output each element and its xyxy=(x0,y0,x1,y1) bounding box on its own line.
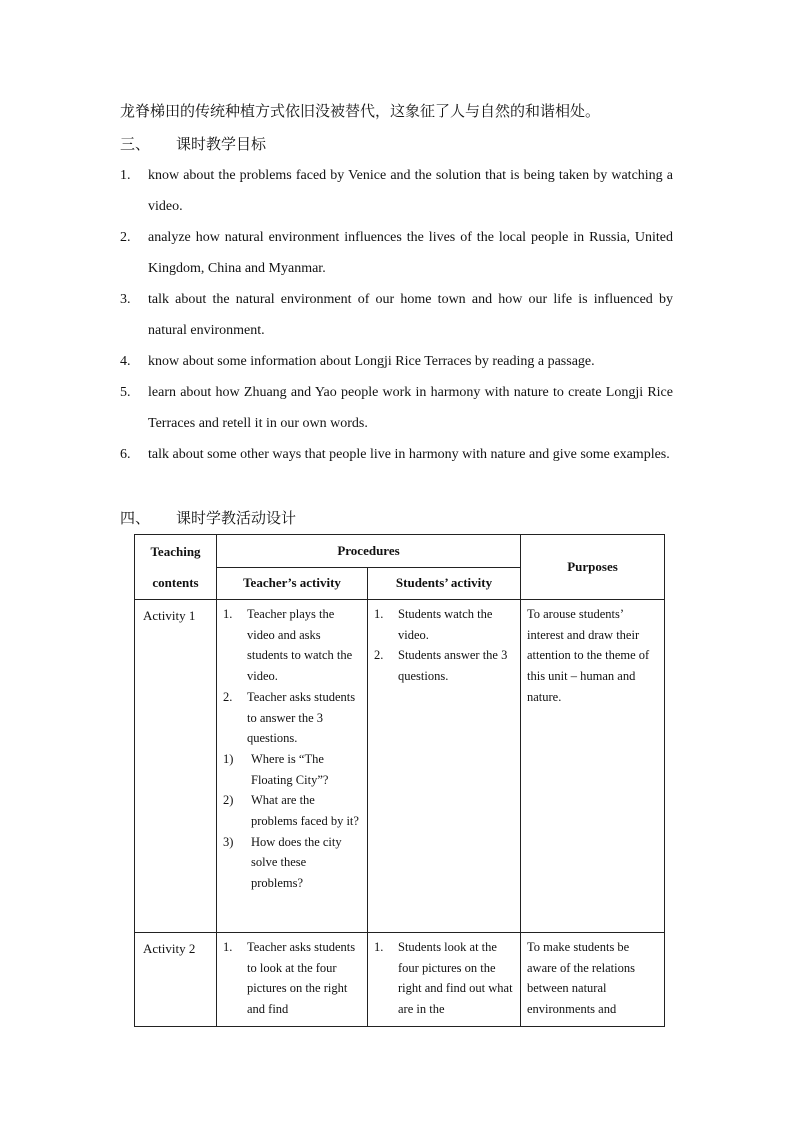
teaching-header-line: Teaching xyxy=(150,543,201,559)
item-number: 1. xyxy=(223,607,233,621)
goal-item xyxy=(120,346,673,377)
question-item xyxy=(223,790,361,831)
purposes-header: Purposes xyxy=(521,535,665,600)
item-number: 1. xyxy=(374,607,384,621)
item-text: Teacher asks students to look at the four pictures on the right and find xyxy=(247,940,356,1017)
students-activity-cell xyxy=(368,600,521,933)
goal-item xyxy=(120,377,673,439)
table-header-row xyxy=(135,535,665,568)
goal-number: 3. xyxy=(120,292,131,307)
teacher-activity-cell xyxy=(217,600,368,933)
goal-text: know about the problems faced by Venice and the solution that is being taken by watching a video. xyxy=(148,168,673,214)
question-item xyxy=(223,832,361,894)
section-4-heading xyxy=(120,507,296,528)
list-item xyxy=(374,604,514,645)
activity-design-table xyxy=(134,534,665,1027)
goal-item xyxy=(120,284,673,346)
contents-header-line: contents xyxy=(152,574,199,590)
goal-number: 6. xyxy=(120,447,131,462)
section-3-number: 三、 xyxy=(120,135,151,153)
list-item xyxy=(223,604,361,687)
teaching-contents-header xyxy=(135,535,217,600)
goal-item xyxy=(120,222,673,284)
section-4-title: 课时学教活动设计 xyxy=(176,509,297,527)
table-row xyxy=(135,933,665,1027)
question-number: 3) xyxy=(223,834,234,849)
list-item xyxy=(223,937,361,1020)
teaching-goals-list xyxy=(120,160,673,470)
question-item xyxy=(223,749,361,790)
section-3-title: 课时教学目标 xyxy=(176,135,267,153)
goal-item xyxy=(120,439,673,470)
question-number: 1) xyxy=(223,751,234,766)
procedures-header: Procedures xyxy=(217,535,521,568)
goal-number: 2. xyxy=(120,230,131,245)
question-text: Where is “The Floating City”? xyxy=(251,751,329,787)
item-text: Students look at the four pictures on the right and find out what are in the xyxy=(398,940,513,1017)
goal-text: talk about the natural environment of our home town and how our life is influenced by natural environment. xyxy=(148,292,673,338)
item-text: Teacher plays the video and asks students to watch the video. xyxy=(247,607,353,684)
teacher-activity-header: Teacher’s activity xyxy=(217,567,368,600)
item-text: Teacher asks students to answer the 3 questions. xyxy=(247,689,356,746)
question-text: What are the problems faced by it? xyxy=(251,793,359,829)
question-number: 2) xyxy=(223,793,234,808)
list-item xyxy=(223,687,361,749)
item-number: 1. xyxy=(374,940,384,954)
item-number: 1. xyxy=(223,940,233,954)
students-activity-cell xyxy=(368,933,521,1027)
goal-item xyxy=(120,160,673,222)
teacher-activity-cell xyxy=(217,933,368,1027)
goal-text: know about some information about Longji Rice Terraces by reading a passage. xyxy=(148,354,595,369)
goal-text: analyze how natural environment influences the lives of the local people in Russia, United Kingdom, China and Myanmar. xyxy=(148,230,673,276)
table-row xyxy=(135,600,665,933)
goal-number: 1. xyxy=(120,168,131,183)
item-text: Students watch the video. xyxy=(398,607,493,642)
list-item xyxy=(374,937,514,1020)
activity-cell: Activity 1 xyxy=(135,600,217,933)
activity-cell: Activity 2 xyxy=(135,933,217,1027)
purpose-cell: To make students be aware of the relations between natural environments and xyxy=(521,933,665,1027)
purpose-cell: To arouse students’ interest and draw their attention to the theme of this unit – human and nature. xyxy=(521,600,665,933)
goal-text: learn about how Zhuang and Yao people work in harmony with nature to create Longji Rice Terraces and retell it in our own words. xyxy=(148,385,673,431)
goal-number: 4. xyxy=(120,354,131,369)
item-text: Students answer the 3 questions. xyxy=(398,648,508,684)
students-activity-header: Students’ activity xyxy=(368,567,521,600)
item-number: 2. xyxy=(223,689,233,704)
intro-line: 龙脊梯田的传统种植方式依旧没被替代，这象征了人与自然的和谐相处。 xyxy=(120,102,601,120)
goal-number: 5. xyxy=(120,385,131,400)
list-item xyxy=(374,645,514,686)
section-3-heading xyxy=(120,133,266,154)
question-text: How does the city solve these problems? xyxy=(251,834,342,891)
section-4-number: 四、 xyxy=(120,509,151,527)
goal-text: talk about some other ways that people live in harmony with nature and give some examples. xyxy=(148,447,670,462)
item-number: 2. xyxy=(374,648,384,663)
